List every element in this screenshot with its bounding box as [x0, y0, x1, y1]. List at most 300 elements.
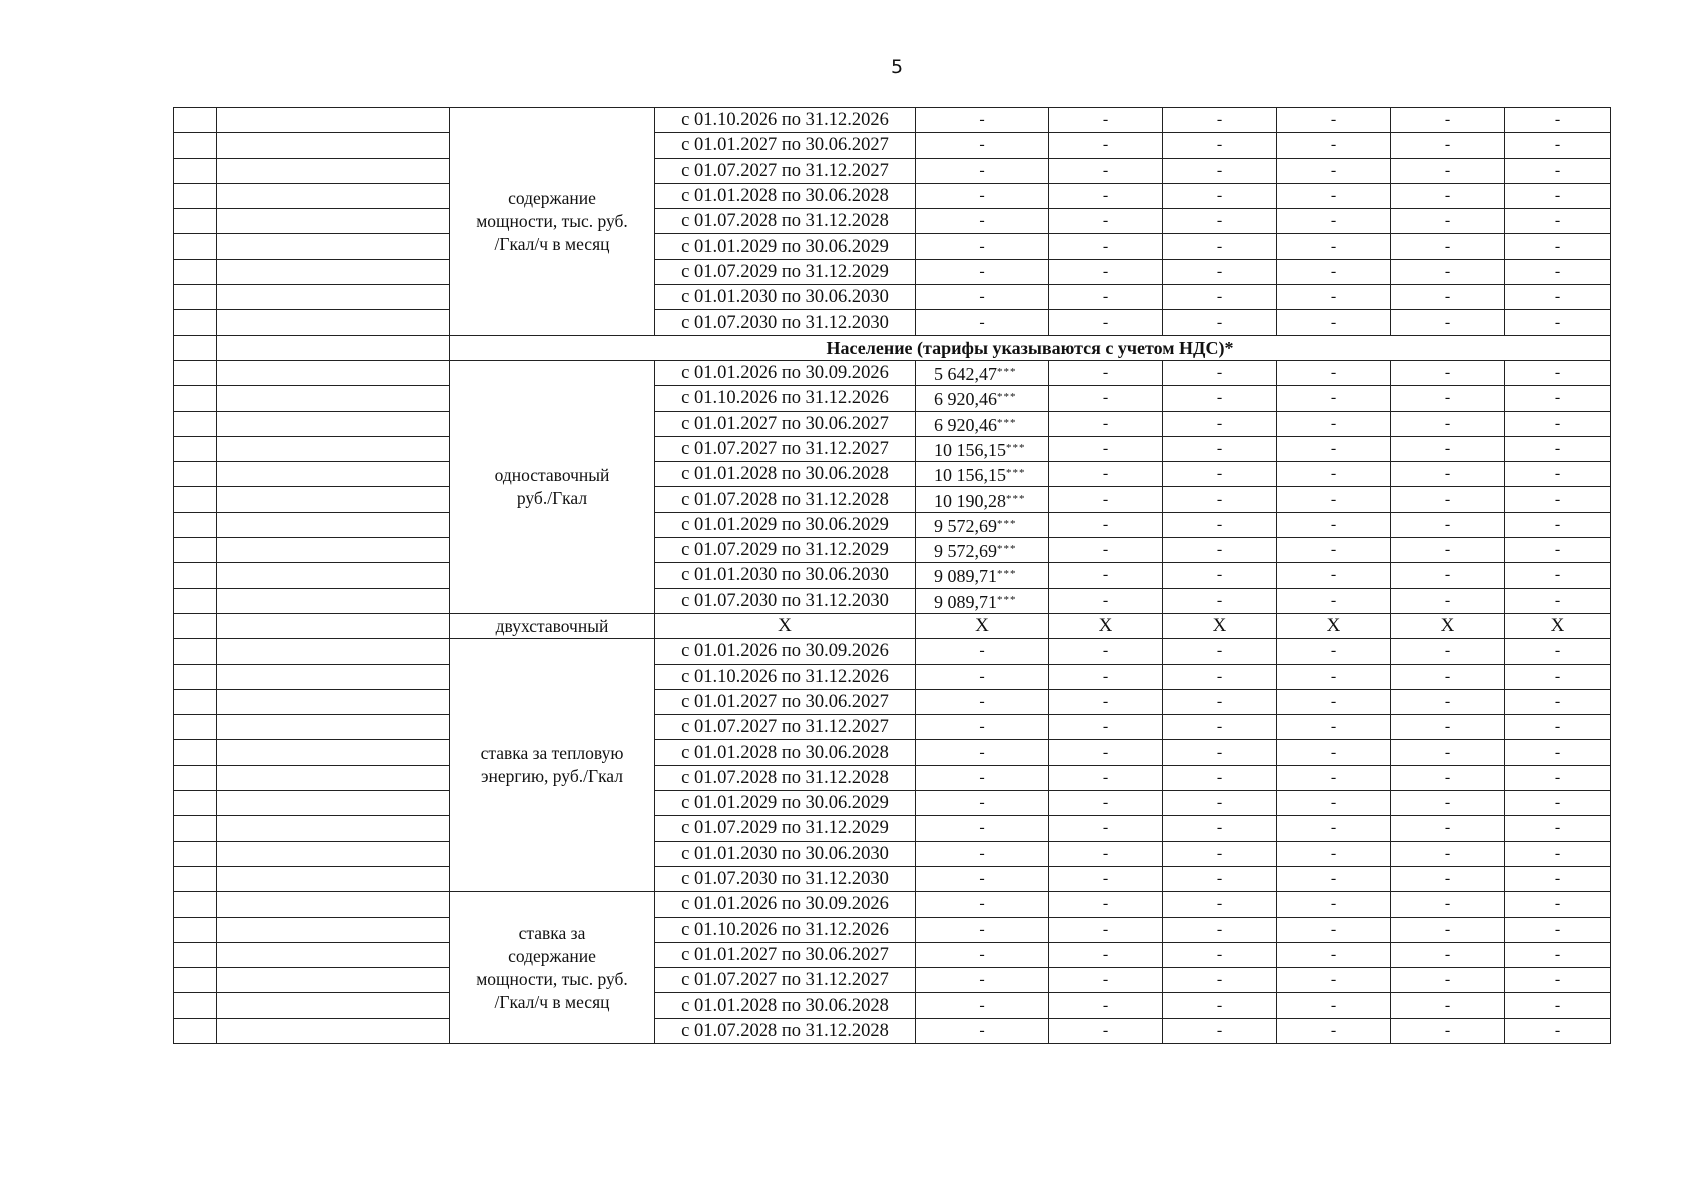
index-cell — [174, 993, 217, 1018]
period-cell: с 01.07.2029 по 31.12.2029 — [655, 538, 916, 563]
tariff-value: 9 572,69 — [934, 515, 997, 536]
organization-cell — [217, 588, 450, 613]
empty-value-cell: - — [1163, 512, 1277, 537]
footnote-mark: *** — [997, 391, 1017, 404]
index-cell — [174, 487, 217, 512]
empty-value-cell: - — [1163, 234, 1277, 259]
empty-value-cell: - — [1049, 487, 1163, 512]
empty-value-cell: - — [1391, 866, 1505, 891]
tariff-table — [173, 107, 1611, 1044]
empty-value-cell: - — [1505, 1018, 1611, 1043]
table-row — [174, 841, 1611, 866]
tariff-label-line: мощности, тыс. руб. — [476, 968, 628, 989]
empty-value-cell: - — [1049, 108, 1163, 133]
section-title: Население (тарифы указываются с учетом НДС)* — [450, 335, 1611, 360]
empty-value-cell: - — [1163, 158, 1277, 183]
empty-value-cell: - — [1391, 639, 1505, 664]
empty-value-cell: - — [1391, 917, 1505, 942]
index-cell — [174, 816, 217, 841]
table-row — [174, 765, 1611, 790]
empty-value-cell: - — [1277, 538, 1391, 563]
index-cell — [174, 740, 217, 765]
empty-value-cell: - — [1163, 563, 1277, 588]
period-cell: с 01.01.2028 по 30.06.2028 — [655, 993, 916, 1018]
empty-value-cell: - — [1391, 259, 1505, 284]
empty-value-cell: - — [1505, 841, 1611, 866]
empty-value-cell: - — [1505, 689, 1611, 714]
empty-value-cell: - — [1049, 360, 1163, 385]
empty-value-cell: - — [1163, 816, 1277, 841]
tariff-value: 9 089,71 — [934, 591, 997, 612]
organization-cell — [217, 183, 450, 208]
empty-value-cell: - — [1049, 462, 1163, 487]
period-cell: с 01.01.2028 по 30.06.2028 — [655, 740, 916, 765]
empty-value-cell: - — [1277, 664, 1391, 689]
empty-value-cell: - — [1505, 740, 1611, 765]
empty-value-cell: - — [1391, 285, 1505, 310]
empty-value-cell: - — [1277, 360, 1391, 385]
period-cell: с 01.01.2027 по 30.06.2027 — [655, 689, 916, 714]
table-row — [174, 436, 1611, 461]
empty-value-cell: - — [916, 917, 1049, 942]
empty-value-cell: - — [1391, 816, 1505, 841]
empty-value-cell: - — [1391, 158, 1505, 183]
empty-value-cell: - — [1163, 108, 1277, 133]
empty-value-cell: - — [1391, 689, 1505, 714]
table-row — [174, 816, 1611, 841]
footnote-mark: *** — [997, 593, 1017, 606]
tariff-value: 6 920,46 — [934, 389, 997, 410]
empty-value-cell: - — [1277, 588, 1391, 613]
empty-value-cell: - — [1505, 310, 1611, 335]
table-row — [174, 386, 1611, 411]
organization-cell — [217, 310, 450, 335]
empty-value-cell: - — [1505, 108, 1611, 133]
tariff-table-body — [174, 108, 1611, 1044]
table-row — [174, 360, 1611, 385]
footnote-mark: *** — [1006, 442, 1026, 454]
empty-value-cell: - — [1277, 259, 1391, 284]
organization-cell — [217, 1018, 450, 1043]
table-row — [174, 791, 1611, 816]
empty-value-cell: - — [1277, 993, 1391, 1018]
organization-cell — [217, 209, 450, 234]
empty-value-cell: - — [916, 816, 1049, 841]
empty-value-cell: - — [1277, 183, 1391, 208]
empty-value-cell: - — [1049, 664, 1163, 689]
tariff-value-cell — [916, 512, 1049, 537]
empty-value-cell: - — [1505, 411, 1611, 436]
organization-cell — [217, 993, 450, 1018]
table-row — [174, 512, 1611, 537]
tariff-value-cell — [916, 563, 1049, 588]
tariff-label-line: одноставочный — [494, 464, 610, 485]
tariff-value-cell — [916, 487, 1049, 512]
table-row — [174, 664, 1611, 689]
empty-value-cell: - — [1049, 310, 1163, 335]
empty-value-cell: - — [1163, 183, 1277, 208]
empty-value-cell: - — [1049, 563, 1163, 588]
period-cell: с 01.10.2026 по 31.12.2026 — [655, 386, 916, 411]
organization-cell — [217, 917, 450, 942]
period-cell: с 01.07.2029 по 31.12.2029 — [655, 816, 916, 841]
empty-value-cell: - — [916, 942, 1049, 967]
organization-cell — [217, 841, 450, 866]
index-cell — [174, 765, 217, 790]
empty-value-cell: - — [1277, 816, 1391, 841]
empty-value-cell: - — [1391, 310, 1505, 335]
organization-cell — [217, 512, 450, 537]
empty-value-cell: - — [1277, 158, 1391, 183]
empty-value-cell: - — [1277, 892, 1391, 917]
x-mark-cell: X — [1391, 613, 1505, 638]
empty-value-cell: - — [1049, 892, 1163, 917]
index-cell — [174, 1018, 217, 1043]
empty-value-cell: - — [916, 285, 1049, 310]
empty-value-cell: - — [1391, 588, 1505, 613]
empty-value-cell: - — [1505, 360, 1611, 385]
footnote-mark: *** — [997, 416, 1017, 429]
x-mark-cell: X — [1505, 613, 1611, 638]
empty-value-cell: - — [1391, 436, 1505, 461]
table-row — [174, 968, 1611, 993]
organization-cell — [217, 866, 450, 891]
organization-cell — [217, 563, 450, 588]
x-mark-cell: X — [655, 613, 916, 638]
empty-value-cell: - — [1391, 740, 1505, 765]
organization-cell — [217, 386, 450, 411]
empty-value-cell: - — [1391, 487, 1505, 512]
period-cell: с 01.07.2027 по 31.12.2027 — [655, 158, 916, 183]
empty-value-cell: - — [916, 841, 1049, 866]
index-cell — [174, 285, 217, 310]
empty-value-cell: - — [1163, 538, 1277, 563]
period-cell: с 01.10.2026 по 31.12.2026 — [655, 917, 916, 942]
table-row — [174, 183, 1611, 208]
table-row — [174, 133, 1611, 158]
index-cell — [174, 715, 217, 740]
organization-cell — [217, 108, 450, 133]
empty-value-cell: - — [1163, 386, 1277, 411]
empty-value-cell: - — [1277, 462, 1391, 487]
empty-value-cell: - — [1505, 183, 1611, 208]
empty-value-cell: - — [1391, 892, 1505, 917]
empty-value-cell: - — [1049, 791, 1163, 816]
table-row — [174, 639, 1611, 664]
index-cell — [174, 538, 217, 563]
empty-value-cell: - — [1391, 841, 1505, 866]
index-cell — [174, 866, 217, 891]
empty-value-cell: - — [1505, 563, 1611, 588]
empty-value-cell: - — [1163, 310, 1277, 335]
tariff-label-cell — [450, 108, 655, 336]
tariff-value: 9 572,69 — [934, 541, 997, 562]
empty-value-cell: - — [1049, 588, 1163, 613]
empty-value-cell: - — [1049, 715, 1163, 740]
empty-value-cell: - — [1049, 816, 1163, 841]
empty-value-cell: - — [1049, 209, 1163, 234]
index-cell — [174, 942, 217, 967]
organization-cell — [217, 487, 450, 512]
empty-value-cell: - — [1049, 411, 1163, 436]
empty-value-cell: - — [1163, 866, 1277, 891]
empty-value-cell: - — [1163, 639, 1277, 664]
tariff-label-line: содержание — [508, 945, 596, 966]
index-cell — [174, 841, 217, 866]
empty-value-cell: - — [1391, 993, 1505, 1018]
table-row — [174, 892, 1611, 917]
empty-value-cell: - — [1277, 740, 1391, 765]
empty-value-cell: - — [1277, 234, 1391, 259]
empty-value-cell: - — [1049, 158, 1163, 183]
empty-value-cell: - — [1163, 892, 1277, 917]
table-row — [174, 462, 1611, 487]
empty-value-cell: - — [1163, 968, 1277, 993]
organization-cell — [217, 968, 450, 993]
empty-value-cell: - — [1505, 285, 1611, 310]
empty-value-cell: - — [1163, 462, 1277, 487]
empty-value-cell: - — [1163, 285, 1277, 310]
empty-value-cell: - — [1505, 715, 1611, 740]
organization-cell — [217, 462, 450, 487]
tariff-label-line: энергию, руб./Гкал — [481, 766, 623, 787]
table-row — [174, 209, 1611, 234]
table-row — [174, 689, 1611, 714]
empty-value-cell: - — [1391, 108, 1505, 133]
empty-value-cell: - — [1277, 209, 1391, 234]
empty-value-cell: - — [1163, 259, 1277, 284]
table-row — [174, 538, 1611, 563]
empty-value-cell: - — [1163, 765, 1277, 790]
index-cell — [174, 386, 217, 411]
page-number: 5 — [890, 56, 904, 78]
footnote-mark: *** — [997, 543, 1017, 556]
empty-value-cell: - — [1505, 993, 1611, 1018]
tariff-label-line: мощности, тыс. руб. — [476, 210, 628, 231]
empty-value-cell: - — [1505, 209, 1611, 234]
table-row — [174, 563, 1611, 588]
empty-value-cell: - — [916, 310, 1049, 335]
tariff-value-cell — [916, 360, 1049, 385]
index-cell — [174, 234, 217, 259]
empty-value-cell: - — [1163, 1018, 1277, 1043]
empty-value-cell: - — [1163, 942, 1277, 967]
empty-value-cell: - — [1505, 538, 1611, 563]
period-cell: с 01.01.2028 по 30.06.2028 — [655, 462, 916, 487]
period-cell: с 01.10.2026 по 31.12.2026 — [655, 108, 916, 133]
empty-value-cell: - — [1277, 411, 1391, 436]
empty-value-cell: - — [1277, 487, 1391, 512]
organization-cell — [217, 436, 450, 461]
empty-value-cell: - — [1505, 816, 1611, 841]
period-cell: с 01.07.2027 по 31.12.2027 — [655, 715, 916, 740]
empty-value-cell: - — [1505, 664, 1611, 689]
index-cell — [174, 664, 217, 689]
index-cell — [174, 917, 217, 942]
organization-cell — [217, 411, 450, 436]
table-row — [174, 1018, 1611, 1043]
tariff-label-line: /Гкал/ч в месяц — [494, 233, 610, 254]
empty-value-cell: - — [1277, 310, 1391, 335]
empty-value-cell: - — [1277, 108, 1391, 133]
empty-value-cell: - — [1391, 1018, 1505, 1043]
organization-cell — [217, 259, 450, 284]
index-cell — [174, 563, 217, 588]
empty-value-cell: - — [1049, 386, 1163, 411]
period-cell: с 01.07.2027 по 31.12.2027 — [655, 436, 916, 461]
empty-value-cell: - — [1163, 133, 1277, 158]
empty-value-cell: - — [1163, 689, 1277, 714]
table-row — [174, 158, 1611, 183]
empty-value-cell: - — [1163, 664, 1277, 689]
table-row — [174, 259, 1611, 284]
table-row — [174, 942, 1611, 967]
empty-value-cell: - — [1391, 183, 1505, 208]
empty-value-cell: - — [1505, 259, 1611, 284]
tariff-label-line: руб./Гкал — [516, 487, 588, 508]
empty-value-cell: - — [1049, 538, 1163, 563]
empty-value-cell: - — [1505, 866, 1611, 891]
period-cell: с 01.07.2030 по 31.12.2030 — [655, 866, 916, 891]
empty-value-cell: - — [1277, 285, 1391, 310]
empty-value-cell: - — [1391, 563, 1505, 588]
organization-cell — [217, 335, 450, 360]
empty-value-cell: - — [1049, 512, 1163, 537]
index-cell — [174, 892, 217, 917]
empty-value-cell: - — [1049, 841, 1163, 866]
empty-value-cell: - — [916, 183, 1049, 208]
empty-value-cell: - — [916, 133, 1049, 158]
period-cell: с 01.01.2030 по 30.06.2030 — [655, 285, 916, 310]
organization-cell — [217, 816, 450, 841]
empty-value-cell: - — [1277, 386, 1391, 411]
table-row — [174, 917, 1611, 942]
empty-value-cell: - — [1391, 538, 1505, 563]
period-cell: с 01.01.2028 по 30.06.2028 — [655, 183, 916, 208]
organization-cell — [217, 639, 450, 664]
period-cell: с 01.07.2028 по 31.12.2028 — [655, 209, 916, 234]
empty-value-cell: - — [1277, 715, 1391, 740]
period-cell: с 01.01.2026 по 30.09.2026 — [655, 639, 916, 664]
empty-value-cell: - — [1505, 942, 1611, 967]
empty-value-cell: - — [1049, 866, 1163, 891]
empty-value-cell: - — [1505, 512, 1611, 537]
empty-value-cell: - — [1049, 285, 1163, 310]
table-row — [174, 108, 1611, 133]
empty-value-cell: - — [1049, 740, 1163, 765]
tariff-value-cell — [916, 538, 1049, 563]
empty-value-cell: - — [1277, 639, 1391, 664]
period-cell: с 01.01.2029 по 30.06.2029 — [655, 234, 916, 259]
period-cell: с 01.07.2028 по 31.12.2028 — [655, 487, 916, 512]
empty-value-cell: - — [1163, 993, 1277, 1018]
table-row — [174, 285, 1611, 310]
empty-value-cell: - — [916, 664, 1049, 689]
empty-value-cell: - — [916, 158, 1049, 183]
index-cell — [174, 158, 217, 183]
index-cell — [174, 335, 217, 360]
empty-value-cell: - — [1049, 993, 1163, 1018]
empty-value-cell: - — [916, 234, 1049, 259]
tariff-label-cell: двухставочный — [450, 613, 655, 638]
tariff-value: 10 156,15 — [934, 440, 1006, 460]
empty-value-cell: - — [1277, 563, 1391, 588]
period-cell: с 01.01.2027 по 30.06.2027 — [655, 133, 916, 158]
x-mark-cell: X — [1049, 613, 1163, 638]
index-cell — [174, 512, 217, 537]
index-cell — [174, 968, 217, 993]
empty-value-cell: - — [916, 715, 1049, 740]
index-cell — [174, 183, 217, 208]
empty-value-cell: - — [1505, 791, 1611, 816]
tariff-label-line: содержание — [508, 187, 596, 208]
organization-cell — [217, 613, 450, 638]
empty-value-cell: - — [1277, 765, 1391, 790]
empty-value-cell: - — [1163, 917, 1277, 942]
period-cell: с 01.07.2030 по 31.12.2030 — [655, 588, 916, 613]
period-cell: с 01.01.2026 по 30.09.2026 — [655, 892, 916, 917]
footnote-mark: *** — [1006, 467, 1026, 480]
empty-value-cell: - — [1163, 791, 1277, 816]
organization-cell — [217, 740, 450, 765]
empty-value-cell: - — [1505, 133, 1611, 158]
table-row — [174, 588, 1611, 613]
tariff-label-cell — [450, 639, 655, 892]
organization-cell — [217, 234, 450, 259]
period-cell: с 01.07.2030 по 31.12.2030 — [655, 310, 916, 335]
tariff-value-cell — [916, 386, 1049, 411]
empty-value-cell: - — [1277, 942, 1391, 967]
empty-value-cell: - — [916, 689, 1049, 714]
empty-value-cell: - — [1163, 436, 1277, 461]
empty-value-cell: - — [1505, 386, 1611, 411]
x-mark-cell: X — [916, 613, 1049, 638]
table-row — [174, 411, 1611, 436]
empty-value-cell: - — [1277, 841, 1391, 866]
organization-cell — [217, 765, 450, 790]
empty-value-cell: - — [1049, 234, 1163, 259]
table-row — [174, 866, 1611, 891]
table-row — [174, 740, 1611, 765]
empty-value-cell: - — [1163, 360, 1277, 385]
tariff-value: 9 089,71 — [934, 566, 997, 587]
index-cell — [174, 133, 217, 158]
empty-value-cell: - — [1505, 968, 1611, 993]
empty-value-cell: - — [1391, 411, 1505, 436]
empty-value-cell: - — [1049, 765, 1163, 790]
empty-value-cell: - — [1277, 133, 1391, 158]
empty-value-cell: - — [1391, 133, 1505, 158]
empty-value-cell: - — [1049, 133, 1163, 158]
organization-cell — [217, 360, 450, 385]
empty-value-cell: - — [1505, 436, 1611, 461]
empty-value-cell: - — [1049, 689, 1163, 714]
tariff-value: 10 190,28 — [934, 490, 1006, 511]
empty-value-cell: - — [1163, 411, 1277, 436]
index-cell — [174, 613, 217, 638]
empty-value-cell: - — [1277, 512, 1391, 537]
organization-cell — [217, 892, 450, 917]
period-cell: с 01.01.2026 по 30.09.2026 — [655, 360, 916, 385]
period-cell: с 01.07.2028 по 31.12.2028 — [655, 765, 916, 790]
footnote-mark: *** — [1006, 492, 1026, 505]
empty-value-cell: - — [1049, 917, 1163, 942]
empty-value-cell: - — [1163, 209, 1277, 234]
empty-value-cell: - — [916, 259, 1049, 284]
empty-value-cell: - — [916, 765, 1049, 790]
empty-value-cell: - — [1277, 917, 1391, 942]
table-row — [174, 310, 1611, 335]
